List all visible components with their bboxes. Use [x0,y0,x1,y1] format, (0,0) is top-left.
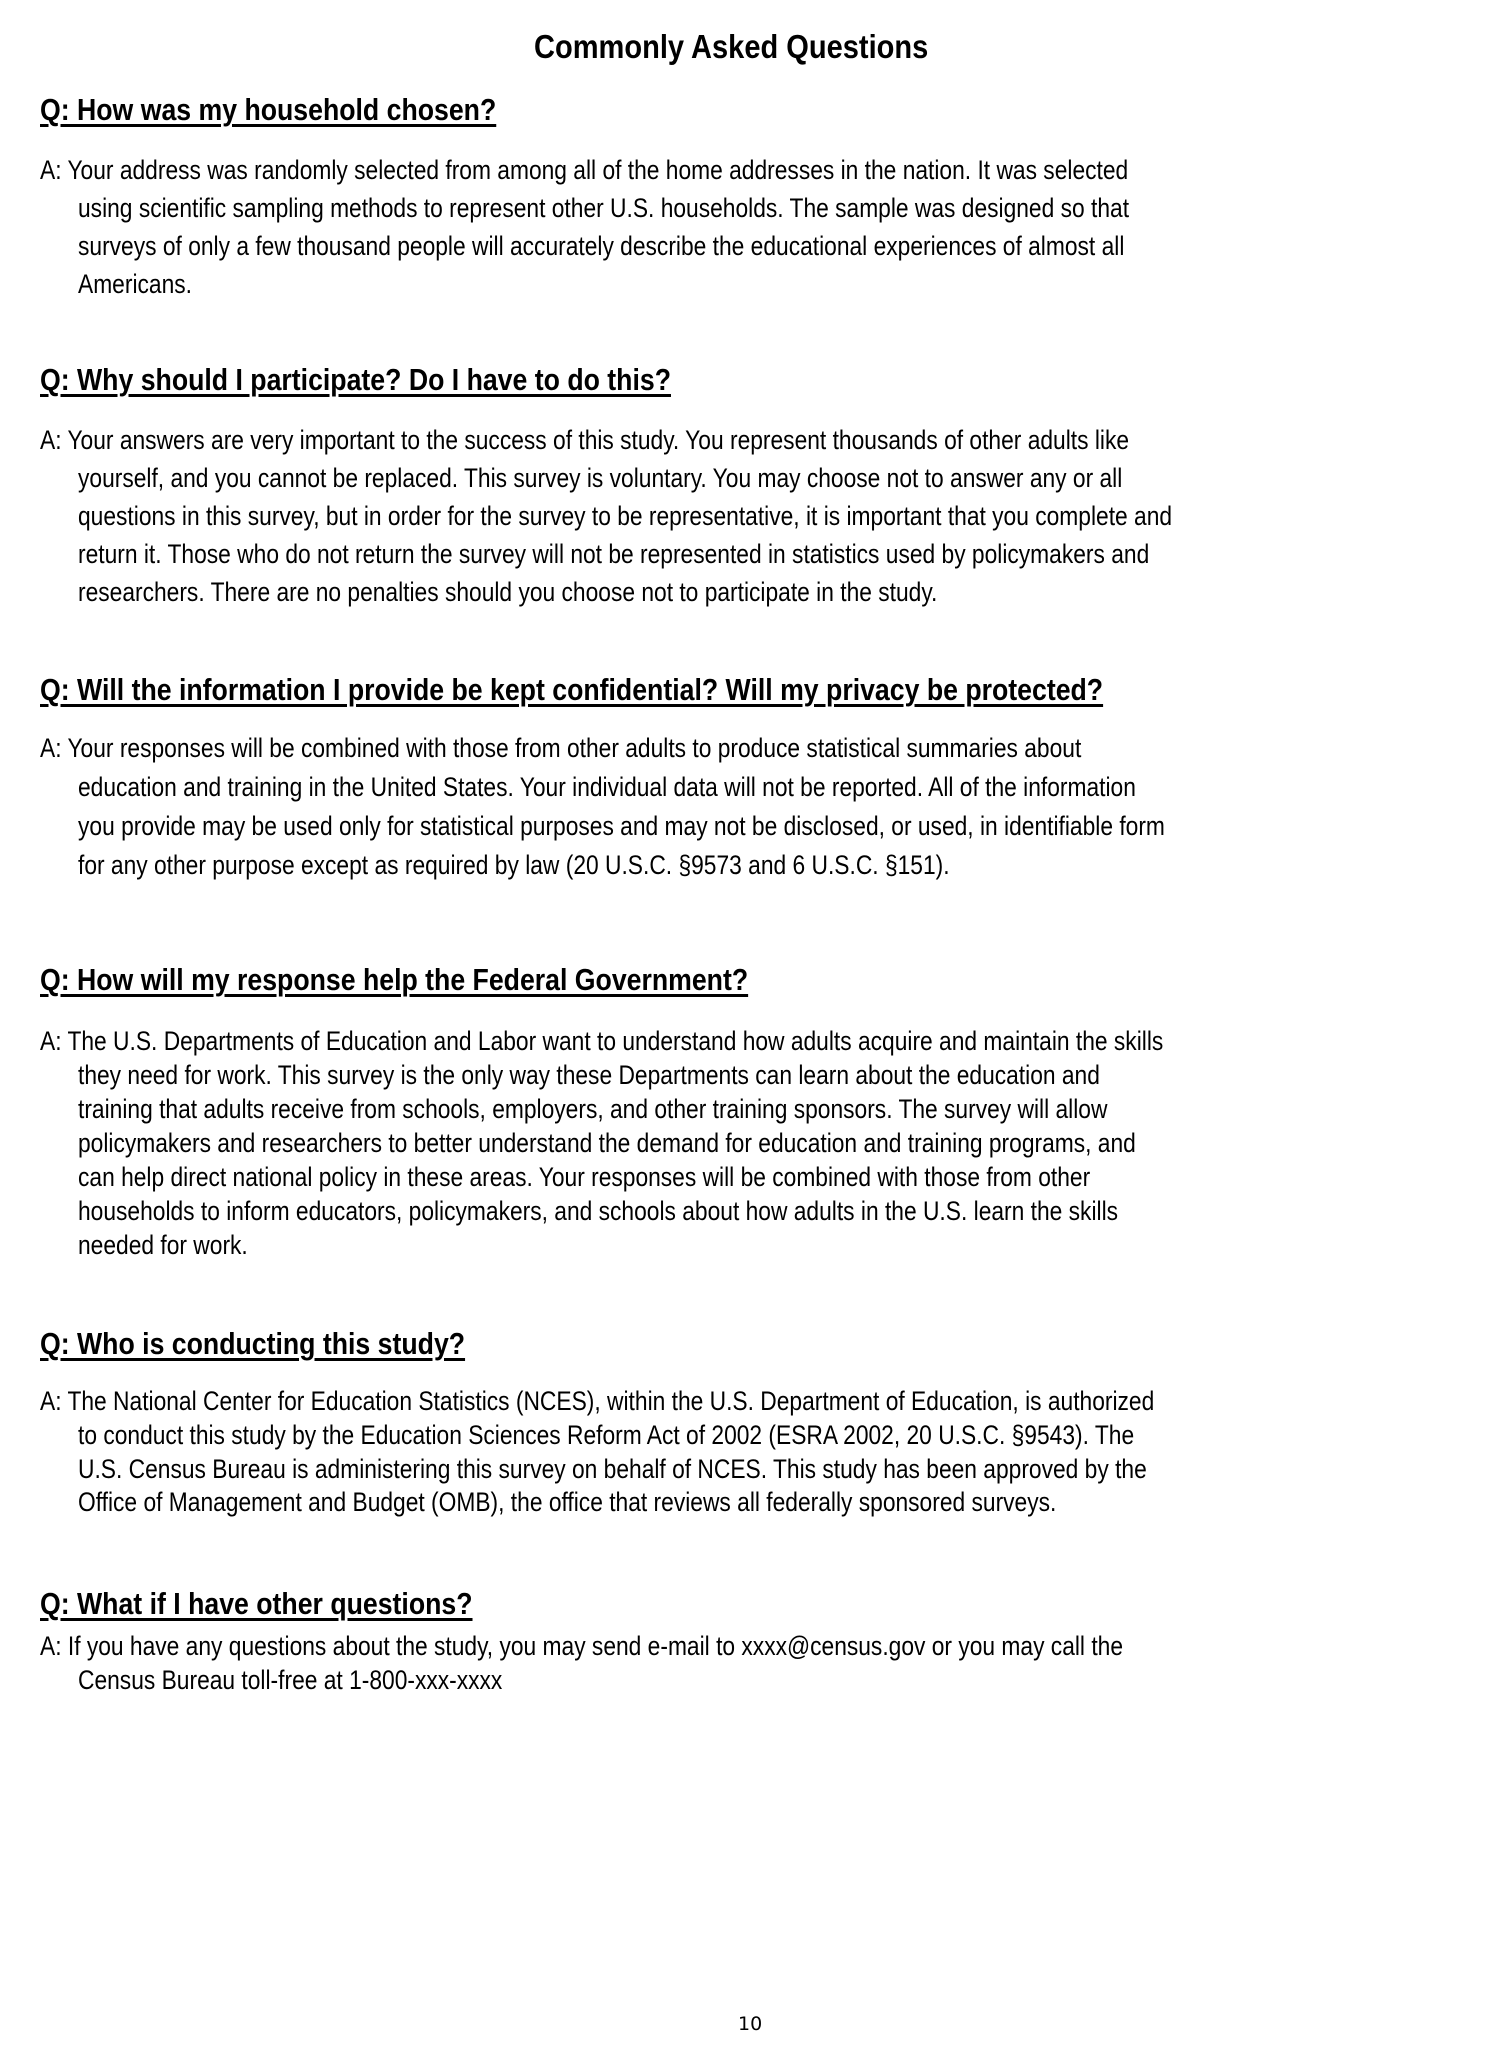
faq-answer-line: households to inform educators, policymakers, and schools about how adults in the U.S. learn the skills [78,1196,1119,1226]
faq-answer-line: Americans. [78,269,192,299]
faq-answer-line: A: If you have any questions about the study, you may send e-mail to xxxx@census.gov or you may call the [40,1631,1124,1661]
faq-question-why-participate: Q: Why should I participate? Do I have to do this? [40,362,671,397]
faq-answer-line: they need for work. This survey is the only way these Departments can learn about the education and [78,1060,1100,1090]
page-title: Commonly Asked Questions [534,28,929,65]
faq-question-confidential: Q: Will the information I provide be kept confidential? Will my privacy be protected? [40,672,1104,707]
faq-question-other-questions: Q: What if I have other questions? [40,1586,473,1621]
faq-answer-line: for any other purpose except as required by law (20 U.S.C. §9573 and 6 U.S.C. §151). [78,850,950,880]
faq-answer-line: A: Your address was randomly selected from among all of the home addresses in the nation. It was selected [40,155,1129,185]
faq-answer-line: A: Your responses will be combined with those from other adults to produce statistical summaries about [40,733,1082,763]
faq-answer-line: A: The National Center for Education Statistics (NCES), within the U.S. Department of Education, is authorized [40,1386,1155,1416]
faq-answer-line: questions in this survey, but in order for the survey to be representative, it is important that you complete and [78,501,1173,531]
faq-answer-line: A: Your answers are very important to the success of this study. You represent thousands of other adults like [40,425,1130,455]
faq-answer-line: surveys of only a few thousand people will accurately describe the educational experiences of almost all [78,231,1125,261]
faq-answer-line: U.S. Census Bureau is administering this survey on behalf of NCES. This study has been approved by the [78,1454,1147,1484]
page-number: 10 [738,2013,763,2035]
faq-question-who-conducting: Q: Who is conducting this study? [40,1326,466,1361]
faq-answer-line: education and training in the United States. Your individual data will not be reported. All of the information [78,772,1136,802]
faq-answer-line: A: The U.S. Departments of Education and Labor want to understand how adults acquire and maintain the skills [40,1026,1164,1056]
faq-question-household-chosen: Q: How was my household chosen? [40,92,497,127]
faq-question-federal-government: Q: How will my response help the Federal Government? [40,962,749,997]
faq-answer-line: can help direct national policy in these areas. Your responses will be combined with those from other [78,1162,1091,1192]
faq-answer-line: Census Bureau toll-free at 1-800-xxx-xxxx [78,1665,503,1695]
faq-answer-line: to conduct this study by the Education Sciences Reform Act of 2002 (ESRA 2002, 20 U.S.C. §9543). The [78,1420,1135,1450]
faq-answer-line: return it. Those who do not return the survey will not be represented in statistics used by policymakers and [78,539,1150,569]
faq-answer-line: using scientific sampling methods to represent other U.S. households. The sample was designed so that [78,193,1130,223]
faq-answer-line: Office of Management and Budget (OMB), the office that reviews all federally sponsored surveys. [78,1487,1057,1517]
faq-answer-line: you provide may be used only for statistical purposes and may not be disclosed, or used, in identifiable form [78,811,1165,841]
faq-answer-line: training that adults receive from schools, employers, and other training sponsors. The survey will allow [78,1094,1108,1124]
faq-answer-line: researchers. There are no penalties should you choose not to participate in the study. [78,577,938,607]
faq-answer-line: needed for work. [78,1230,248,1260]
faq-answer-line: policymakers and researchers to better understand the demand for education and training programs, and [78,1128,1136,1158]
faq-answer-line: yourself, and you cannot be replaced. This survey is voluntary. You may choose not to answer any or all [78,463,1123,493]
